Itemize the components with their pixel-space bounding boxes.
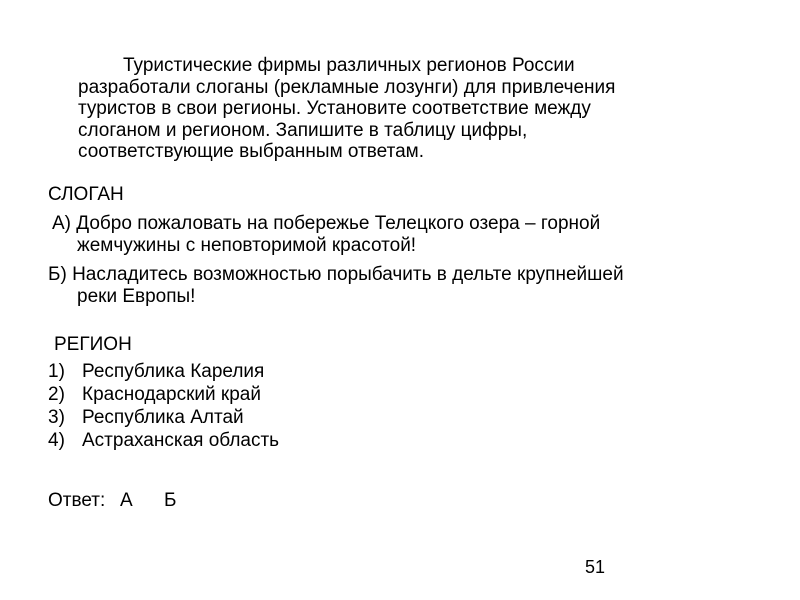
instruction-line: Туристические фирмы различных регионов России [123,55,575,76]
list-item [48,429,279,452]
list-item [48,360,279,383]
slogan-section-title: СЛОГАН [48,184,124,205]
slogan-a-line2: жемчужины с неповторимой красотой! [77,234,417,256]
region-number: 3) [48,407,65,428]
region-name: Астраханская область [82,430,280,451]
slogan-a-line1: А) Добро пожаловать на побережье Телецкого озера – горной [52,213,601,234]
page-number: 51 [585,557,606,577]
region-list [48,360,279,452]
region-name: Республика Алтай [82,407,244,428]
region-number: 2) [48,384,65,405]
slogan-b [48,264,624,307]
list-item [48,406,279,429]
region-section-title: РЕГИОН [54,334,132,355]
list-item [48,383,279,406]
region-name: Краснодарский край [82,384,261,405]
answer-row [48,490,176,512]
slogan-a [52,213,600,256]
answer-label: Ответ: [48,490,106,511]
task-instructions [78,55,738,163]
instruction-line: туристов в свои регионы. Установите соответствие между [78,98,591,119]
answer-column-b: Б [164,490,177,511]
instruction-line: разработали слоганы (рекламные лозунги) для привлечения [78,76,616,98]
region-number: 1) [48,361,65,382]
region-number: 4) [48,430,65,451]
slogan-b-line2: реки Европы! [77,285,196,307]
region-name: Республика Карелия [82,361,265,382]
answer-column-a: А [120,490,133,511]
instruction-line: соответствующие выбранным ответам. [78,141,424,162]
slogan-b-line1: Б) Насладитесь возможностью порыбачить в дельте крупнейшей [48,264,624,285]
instruction-line: слоганом и регионом. Запишите в таблицу цифры, [78,119,528,141]
